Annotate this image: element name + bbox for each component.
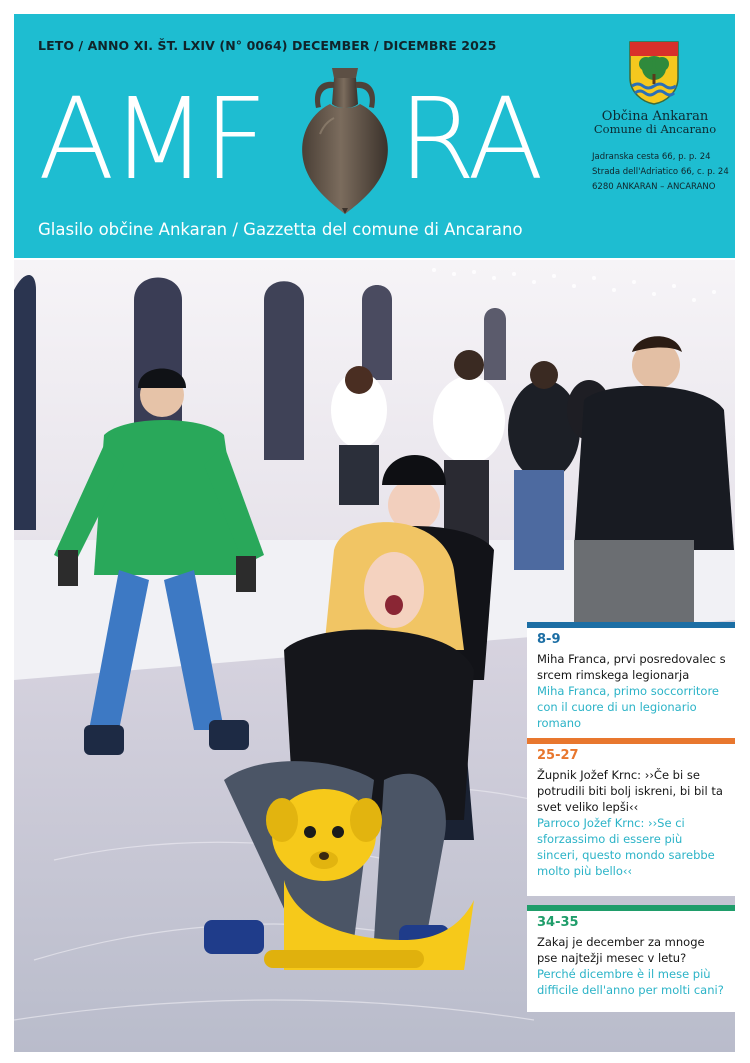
teaser-color-bar xyxy=(527,622,735,628)
teaser-title-it: Perché dicembre è il mese più difficile dell'anno per molti cani? xyxy=(537,967,724,997)
subtitle: Glasilo občine Ankaran / Gazzetta del comune di Ancarano xyxy=(38,220,523,239)
teaser-title-sl: Zakaj je december za mnoge pse najtežji mesec v letu? xyxy=(537,935,705,965)
teaser-color-bar xyxy=(527,738,735,744)
teaser-pages: 34-35 xyxy=(537,915,579,930)
amphora-icon xyxy=(290,64,400,214)
address-line: 6280 ANKARAN – ANCARANO xyxy=(592,182,716,192)
magazine-title xyxy=(38,62,558,212)
teaser-pages: 25-27 xyxy=(537,748,579,763)
teaser-title-it: Miha Franca, primo soccorritore con il cuore di un legionario romano xyxy=(537,684,720,730)
teaser-title-it: Parroco Jožef Krnc: ››Se ci sforzassimo di essere più sinceri, questo mondo sarebbe molto più bello‹‹ xyxy=(537,816,715,878)
teaser-title-sl: Miha Franca, prvi posredovalec s srcem rimskega legionarja xyxy=(537,652,726,682)
title-left: AMF xyxy=(38,75,264,205)
municipality-name-it: Comune di Ancarano xyxy=(593,122,717,136)
municipality-name xyxy=(580,110,730,136)
teaser-article[interactable] xyxy=(527,622,735,738)
teaser-color-bar xyxy=(527,905,735,911)
municipality-name-sl: Občina Ankaran xyxy=(601,109,709,124)
teaser-title-sl: Župnik Jožef Krnc: ››Če bi se potrudili biti bolj iskreni, bi bil ta svet veliko lepši‹‹ xyxy=(537,768,723,814)
teaser-article[interactable] xyxy=(527,738,735,896)
municipality-crest-icon xyxy=(628,40,680,106)
teaser-article[interactable] xyxy=(527,905,735,1012)
address-line: Jadranska cesta 66, p. p. 24 xyxy=(592,152,711,162)
address-line: Strada dell'Adriatico 66, c. p. 24 xyxy=(592,167,729,177)
teaser-pages: 8-9 xyxy=(537,632,561,647)
address-block xyxy=(592,150,727,195)
title-right: RA xyxy=(398,75,540,205)
issue-info: LETO / ANNO XI. ŠT. LXIV (N° 0064) DECEMBER / DICEMBRE 2025 xyxy=(38,38,497,53)
